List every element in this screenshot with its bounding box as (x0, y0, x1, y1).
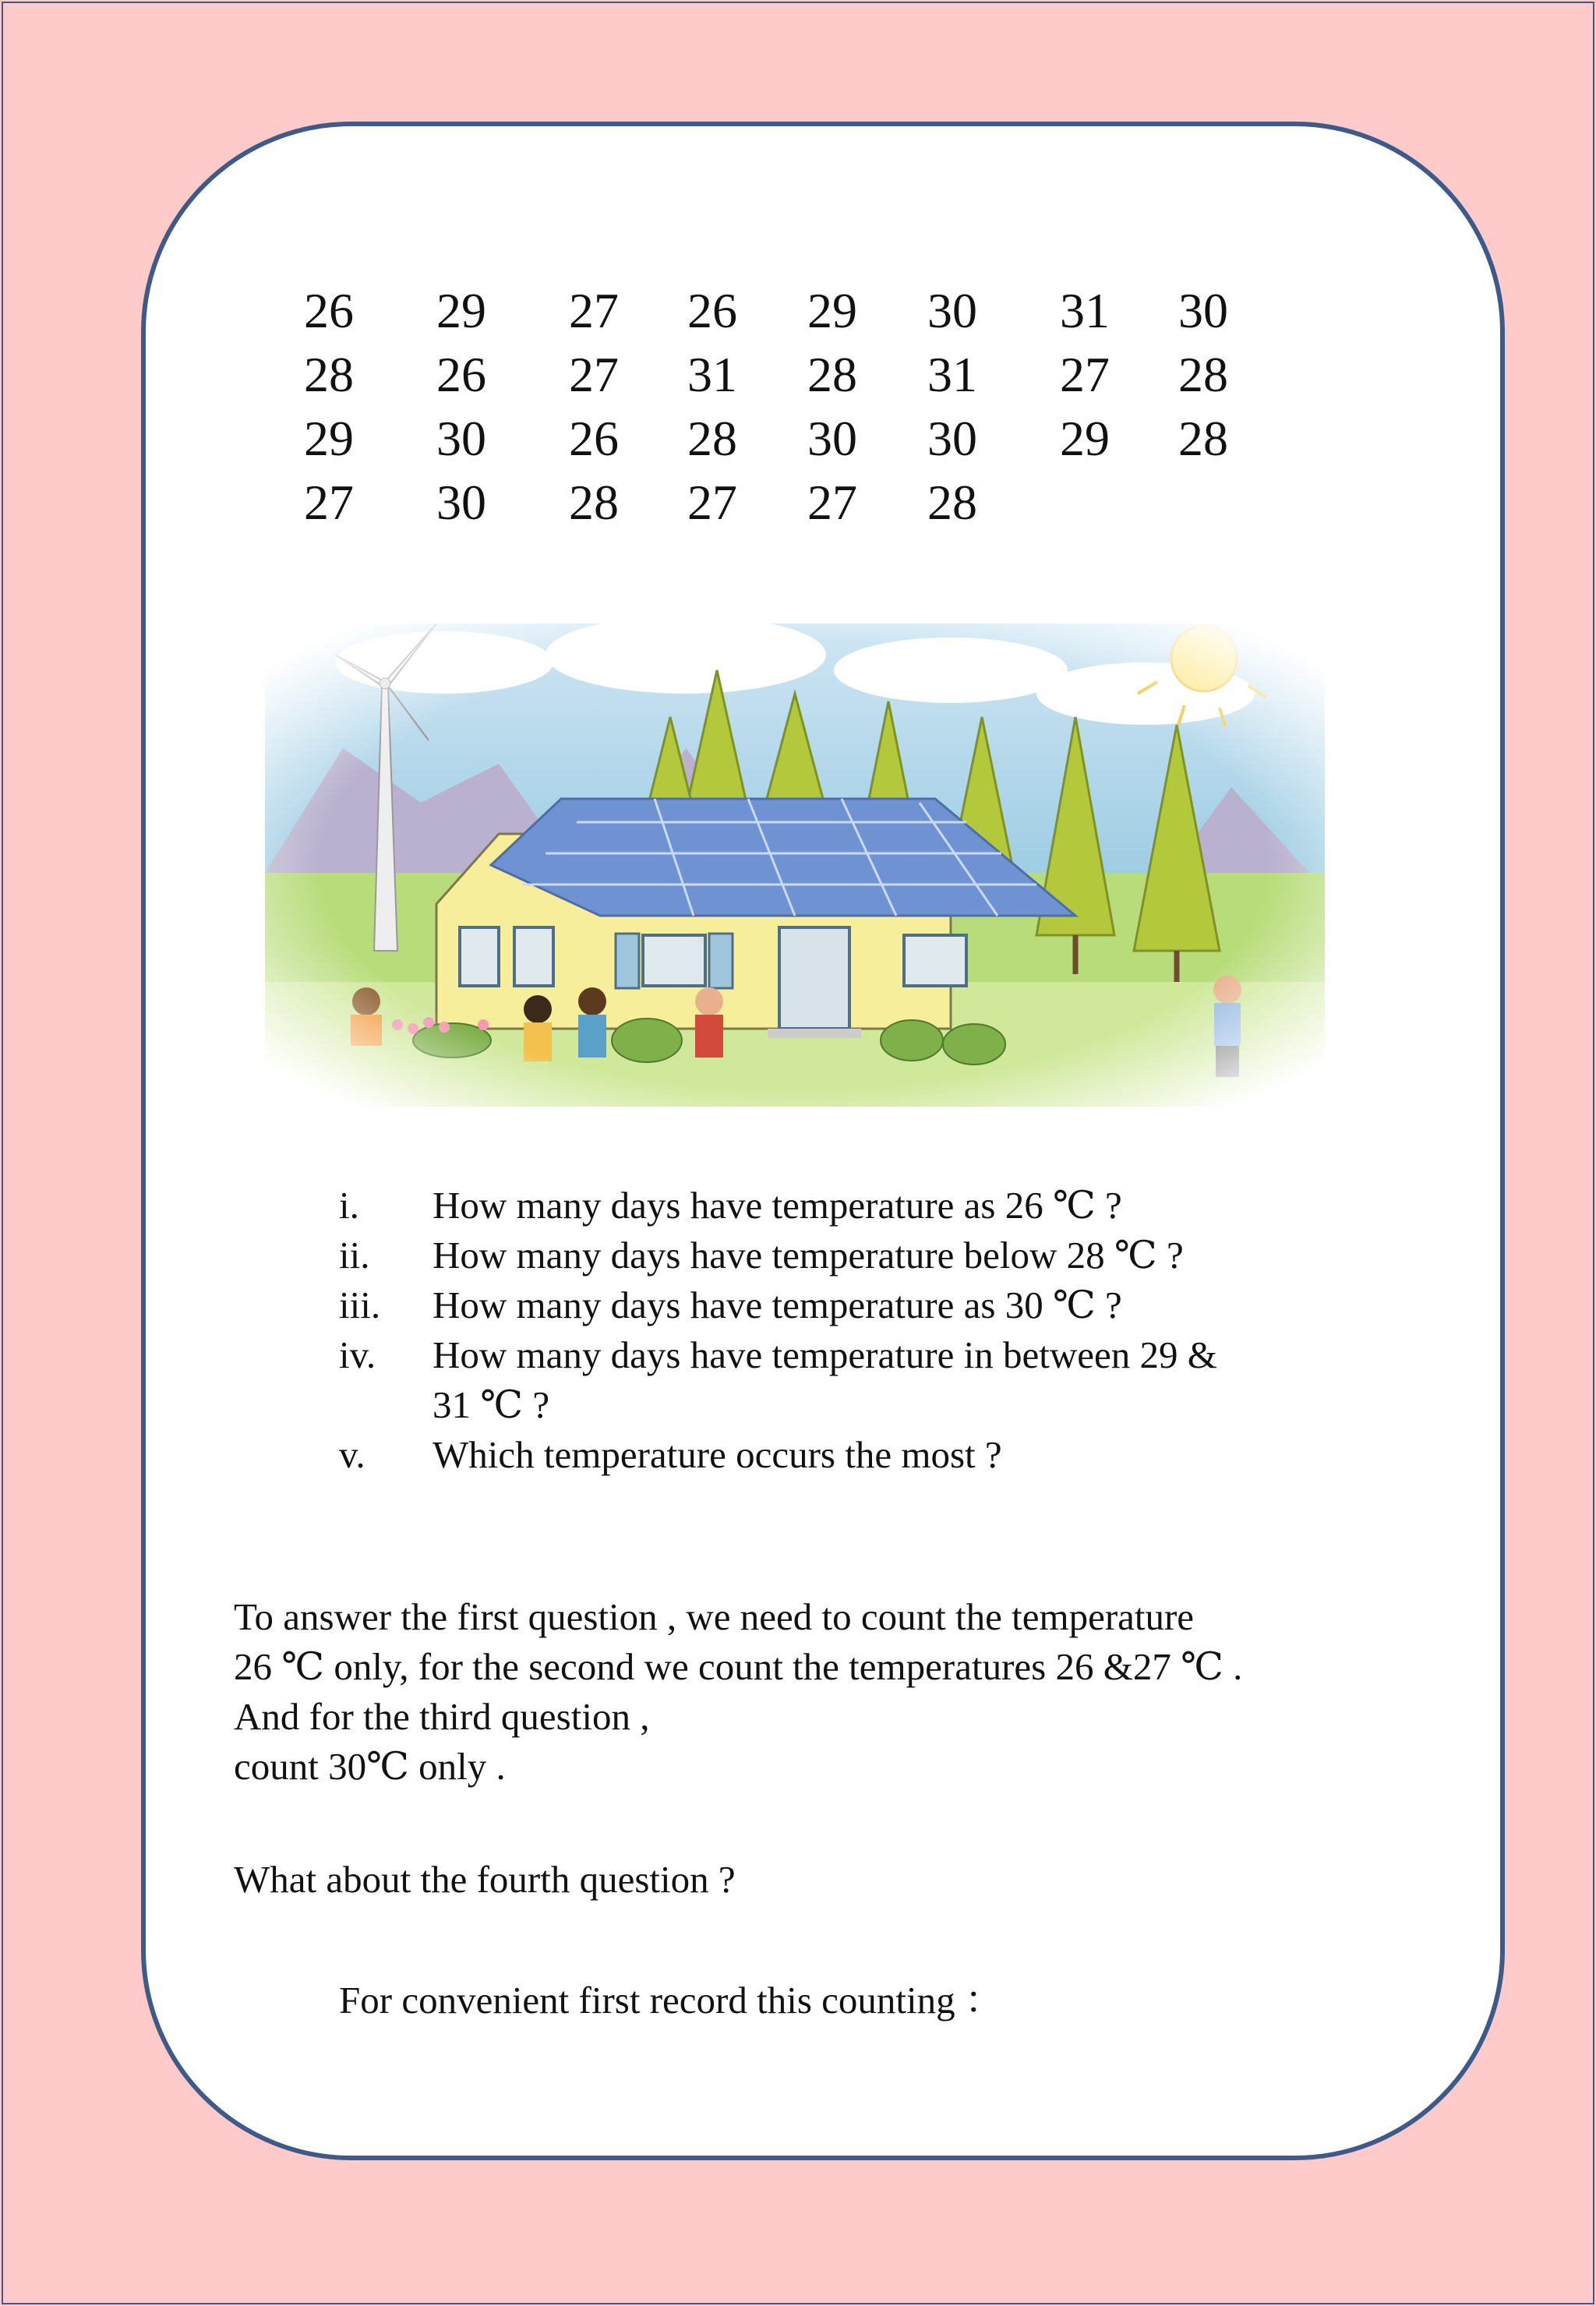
question-text: How many days have temperature as 26 ℃ ? (433, 1184, 1122, 1227)
temperature-cell: 26 (569, 411, 619, 466)
question-text: How many days have temperature in between 29 & (433, 1333, 1217, 1376)
questions-list (339, 1181, 1352, 1480)
question-number: iii. (339, 1284, 381, 1326)
temperature-row (304, 343, 1278, 407)
question-item (339, 1330, 1352, 1430)
explanation-line: To answer the first question , we need to count the temperature (234, 1595, 1195, 1638)
temperature-cell: 28 (807, 347, 857, 402)
question-text: How many days have temperature below 28 ℃ ? (433, 1234, 1184, 1277)
temperature-cell: 28 (304, 347, 354, 402)
temperature-row (304, 279, 1278, 343)
temperature-cell: 28 (1178, 347, 1228, 402)
question-item (339, 1430, 1352, 1480)
temperature-row (304, 471, 1278, 535)
temperature-cell: 26 (436, 347, 486, 402)
question-number: i. (339, 1184, 359, 1227)
temperature-cell: 27 (304, 475, 354, 530)
temperature-cell: 29 (807, 283, 857, 338)
explanation-line: 26 ℃ only, for the second we count the temperatures 26 &27 ℃ . (234, 1645, 1243, 1688)
temperature-cell: 28 (927, 475, 977, 530)
temperature-cell: 27 (687, 475, 737, 530)
convenience-instruction: For convenient first record this counting ： (339, 1979, 1003, 2022)
temperature-cell: 28 (687, 411, 737, 466)
explanation-line: And for the third question , (234, 1695, 650, 1738)
temperature-cell: 27 (807, 475, 857, 530)
temperature-cell: 29 (304, 411, 354, 466)
temperature-cell: 26 (304, 283, 354, 338)
question-item (339, 1280, 1352, 1330)
temperature-cell: 30 (807, 411, 857, 466)
temperature-cell: 31 (1060, 283, 1110, 338)
temperature-cell: 26 (687, 283, 737, 338)
temperature-cell: 31 (927, 347, 977, 402)
temperature-grid (304, 279, 1278, 535)
question-number: ii. (339, 1234, 370, 1277)
temperature-cell: 29 (1060, 411, 1110, 466)
temperature-cell: 28 (1178, 411, 1228, 466)
temperature-row (304, 407, 1278, 471)
temperature-cell: 30 (1178, 283, 1228, 338)
temperature-cell: 30 (927, 411, 977, 466)
temperature-cell: 30 (436, 475, 486, 530)
question-item (339, 1181, 1352, 1231)
question-number: v. (339, 1433, 365, 1476)
temperature-cell: 30 (927, 283, 977, 338)
temperature-cell: 27 (1060, 347, 1110, 402)
temperature-cell: 28 (569, 475, 619, 530)
question-text-continued: 31 ℃ ? (433, 1383, 550, 1426)
eco-house-illustration (249, 608, 1340, 1122)
question-item (339, 1231, 1352, 1280)
fourth-question-prompt: What about the fourth question ? (234, 1858, 736, 1901)
question-text: Which temperature occurs the most ? (433, 1433, 1002, 1476)
temperature-cell: 31 (687, 347, 737, 402)
explanation-paragraph (234, 1592, 1403, 1792)
temperature-cell: 27 (569, 283, 619, 338)
temperature-cell: 27 (569, 347, 619, 402)
question-number: iv. (339, 1333, 376, 1376)
temperature-cell: 29 (436, 283, 486, 338)
question-text: How many days have temperature as 30 ℃ ? (433, 1284, 1122, 1326)
explanation-line: count 30℃ only . (234, 1745, 506, 1788)
temperature-cell: 30 (436, 411, 486, 466)
